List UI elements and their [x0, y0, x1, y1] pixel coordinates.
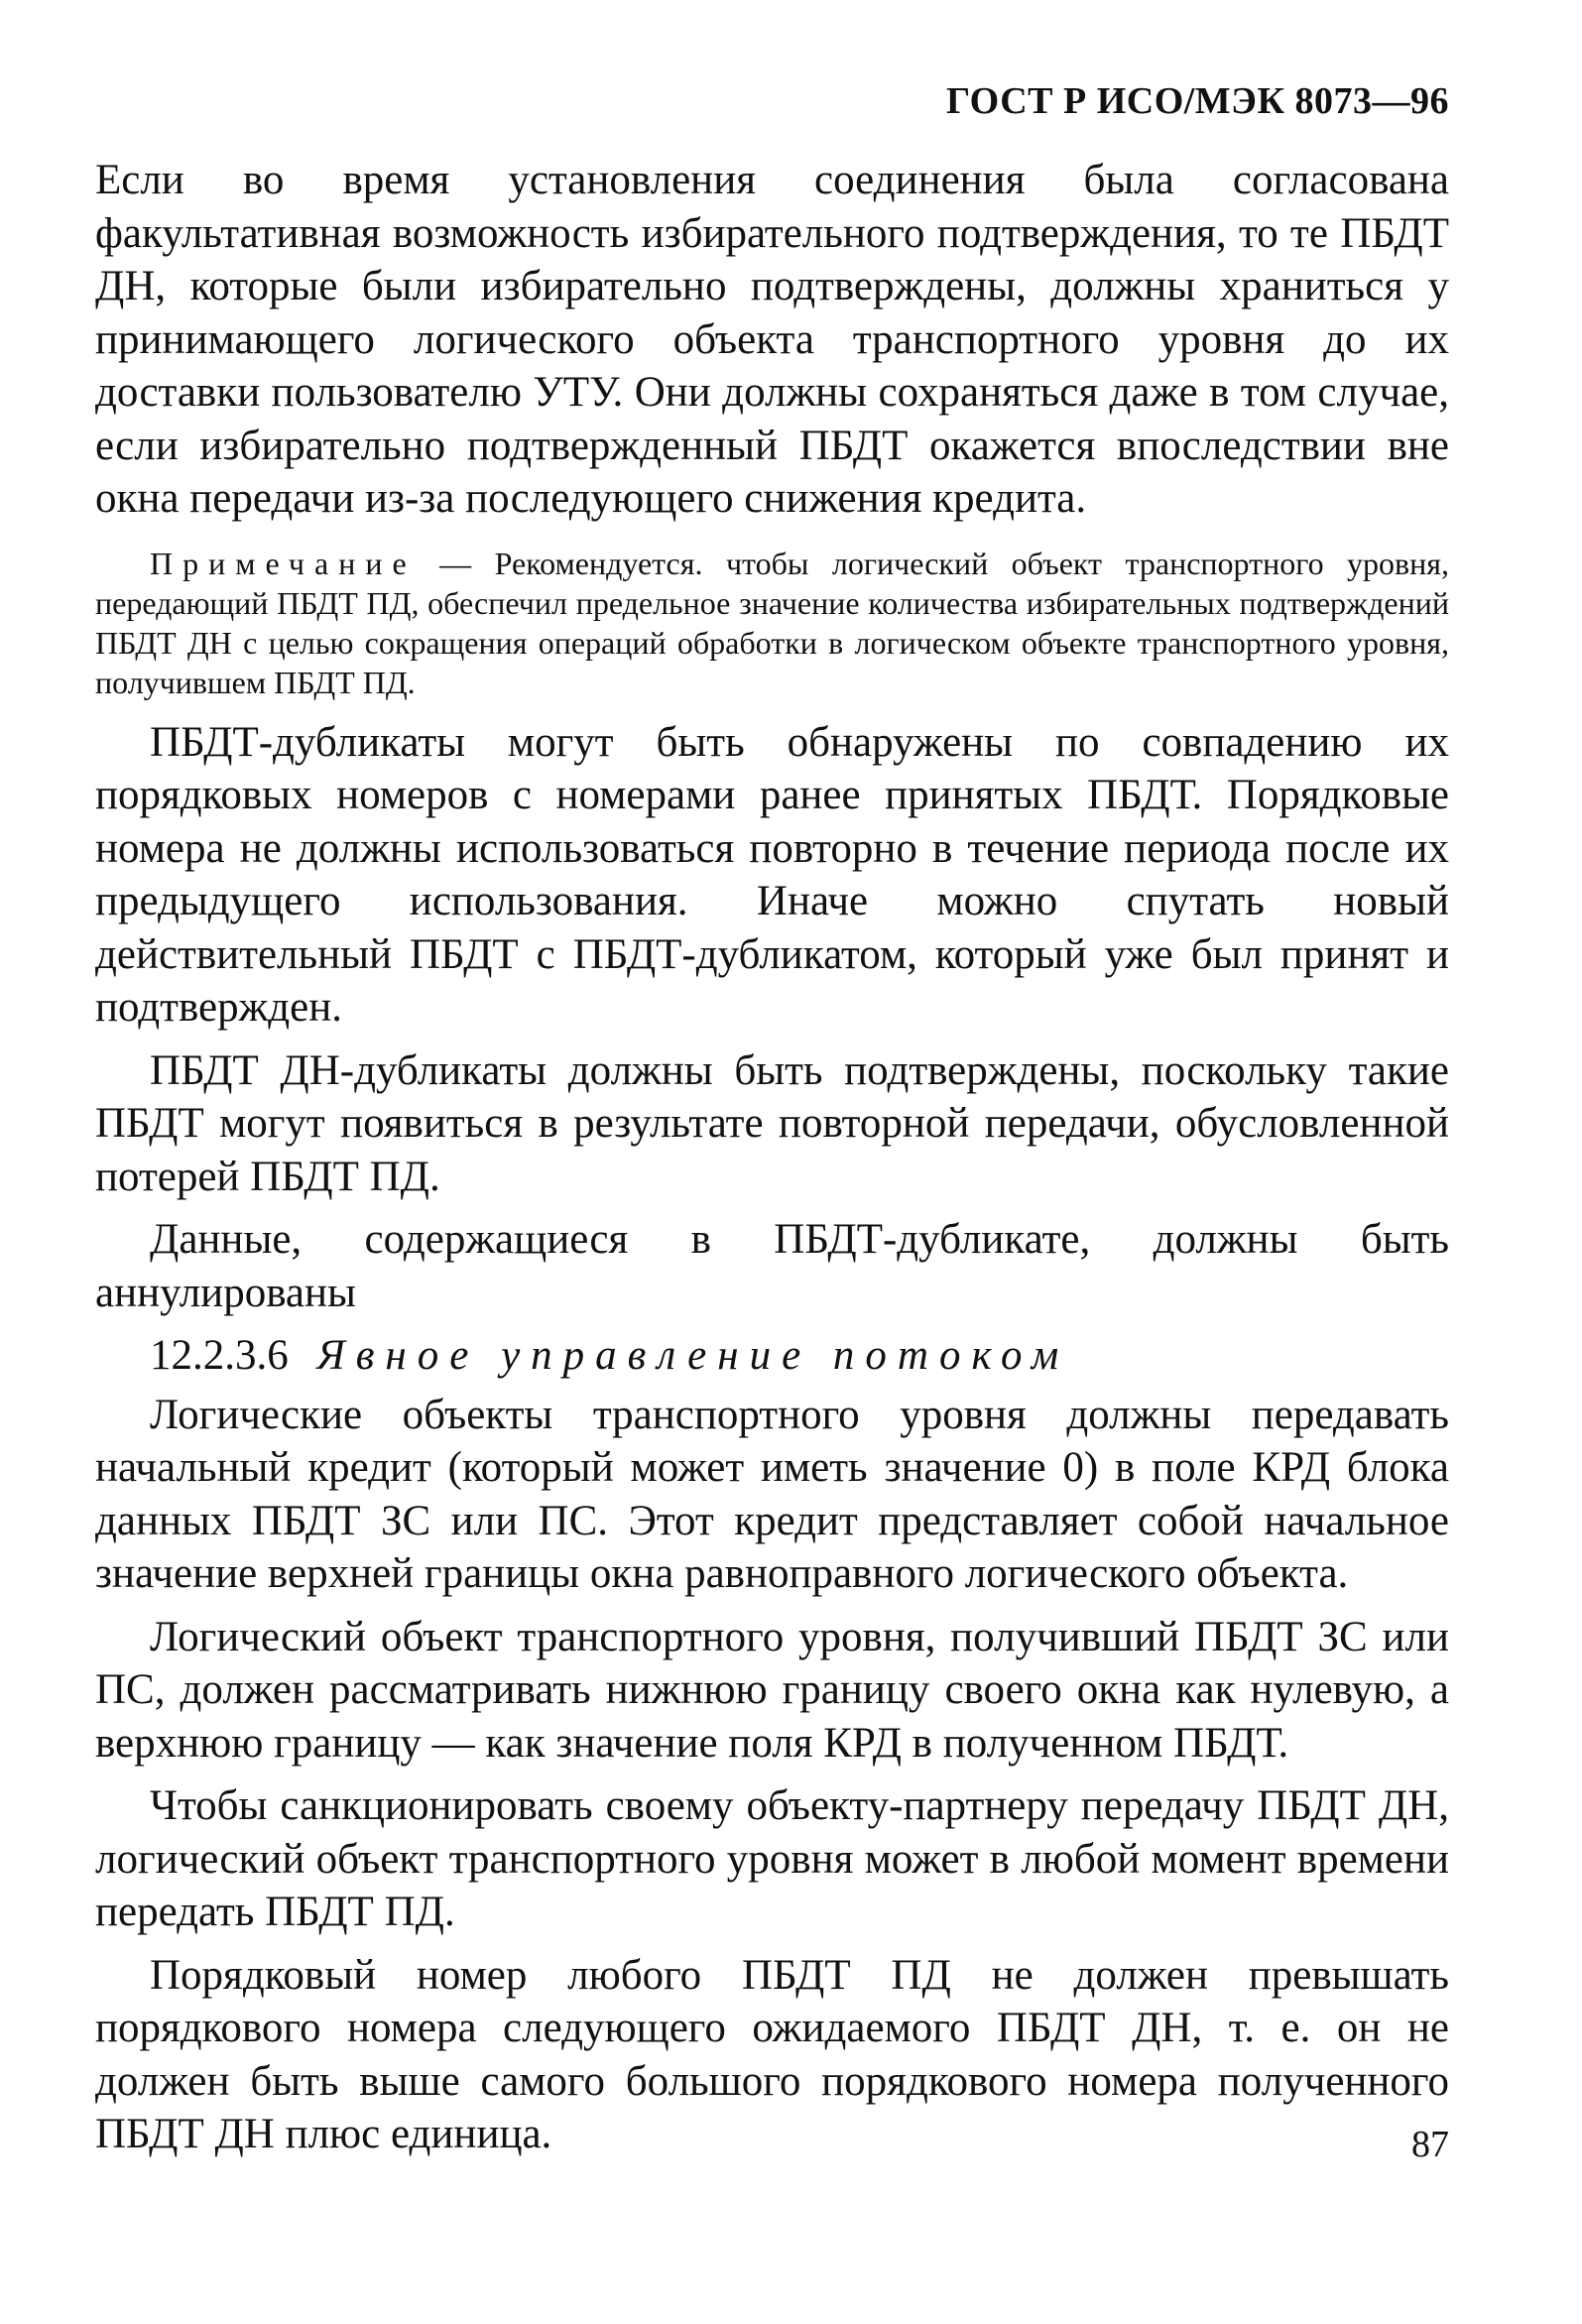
section-heading: [95, 1329, 1449, 1383]
note-label: Примечание: [150, 545, 417, 581]
paragraph: ПБДТ ДН-дубликаты должны быть подтверждены, поскольку такие ПБДТ могут появиться в результате повторной передачи, обусловленной потерей ПБДТ ПД.: [95, 1046, 1449, 1200]
paragraph: Если во время установления соединения была согласована факультативная возможность избирательного подтверждения, то те ПБДТ ДН, которые были избирательно подтверждены, должны храниться у принимающего логического объекта транспортного уровня до их доставки пользователю УТУ. Они должны сохраняться даже в том случае, если избирательно подтвержденный ПБДТ окажется впоследствии вне окна передачи из-за последующего снижения кредита.: [95, 157, 1449, 522]
note: [95, 544, 1449, 702]
paragraph: ПБДТ-дубликаты могут быть обнаружены по совпадению их порядковых номеров с номерами ранее принятых ПБДТ. Порядковые номера не должны использоваться повторно в течение периода после их предыдущего использования. Иначе можно спутать новый действительный ПБДТ с ПБДТ-дубликатом, который уже был принят и подтвержден.: [95, 718, 1449, 1031]
section-number: 12.2.3.6: [150, 1332, 289, 1379]
standard-header: ГОСТ Р ИСО/МЭК 8073—96: [945, 80, 1449, 122]
paragraph: Логический объект транспортного уровня, получивший ПБДТ ЗС или ПС, должен рассматривать нижнюю границу своего окна как нулевую, а верхнюю границу — как значение поля КРД в полученном ПБДТ.: [95, 1613, 1449, 1767]
document-body: [95, 154, 1449, 2171]
page-number: 87: [1411, 2124, 1449, 2165]
paragraph: Данные, содержащиеся в ПБДТ-дубликате, должны быть аннулированы: [95, 1216, 1449, 1316]
note-text: — Рекомендуется. чтобы логический объект транспортного уровня, передающий ПБДТ ПД, обеспечил предельное значение количества избирательных подтверждений ПБДТ ДН с целью сокращения операций обработки в логическом объекте транспортного уровня, получившем ПБДТ ПД.: [95, 545, 1450, 700]
section-title: Явное управление потоком: [316, 1332, 1070, 1379]
paragraph: Чтобы санкционировать своему объекту-партнеру передачу ПБДТ ДН, логический объект транспортного уровня может в любой момент времени передать ПБДТ ПД.: [95, 1782, 1449, 1935]
paragraph: Логические объекты транспортного уровня должны передавать начальный кредит (который может иметь значение 0) в поле КРД блока данных ПБДТ ЗС или ПС. Этот кредит представляет собой начальное значение верхней границы окна равноправного логического объекта.: [95, 1391, 1449, 1597]
paragraph: Порядковый номер любого ПБДТ ПД не должен превышать порядкового номера следующего ожидаемого ПБДТ ДН, т. е. он не должен быть выше самого большого порядкового номера полученного ПБДТ ДН плюс единица.: [95, 1951, 1449, 2157]
